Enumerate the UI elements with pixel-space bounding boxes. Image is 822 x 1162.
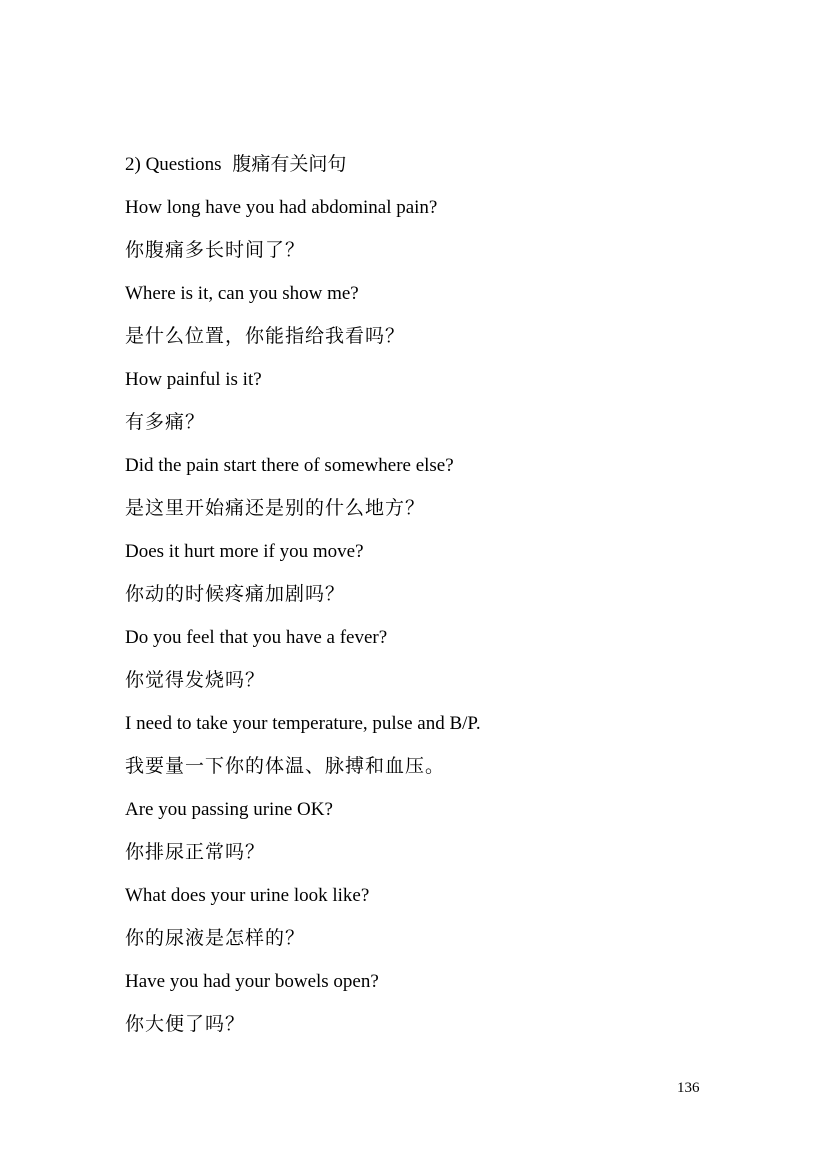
section-number: 2) bbox=[125, 154, 141, 175]
question-zh: 你觉得发烧吗？ bbox=[125, 670, 266, 691]
question-zh: 是这里开始痛还是别的什么地方？ bbox=[125, 498, 426, 519]
section-heading bbox=[125, 151, 765, 179]
page-content bbox=[125, 151, 765, 1054]
question-en: How painful is it? bbox=[125, 369, 262, 390]
question-zh: 是什么位置，你能指给我看吗？ bbox=[125, 326, 406, 347]
statement-zh: 我要量一下你的体温、脉搏和血压。 bbox=[125, 756, 446, 777]
section-title-en: Questions bbox=[145, 154, 222, 175]
section-title-zh: 腹痛有关问句 bbox=[232, 154, 347, 175]
question-en: How long have you had abdominal pain? bbox=[125, 197, 438, 218]
question-en: Did the pain start there of somewhere else? bbox=[125, 455, 454, 476]
question-zh: 你腹痛多长时间了？ bbox=[125, 240, 306, 261]
question-en: Do you feel that you have a fever? bbox=[125, 627, 388, 648]
question-zh: 你排尿正常吗？ bbox=[125, 842, 266, 863]
question-en: Does it hurt more if you move? bbox=[125, 541, 364, 562]
question-zh: 你动的时候疼痛加剧吗？ bbox=[125, 584, 346, 605]
question-en: What does your urine look like? bbox=[125, 885, 370, 906]
question-zh: 有多痛？ bbox=[125, 412, 206, 433]
question-en: Where is it, can you show me? bbox=[125, 283, 359, 304]
page-number: 136 bbox=[677, 1080, 700, 1096]
question-zh: 你大便了吗？ bbox=[125, 1014, 246, 1035]
question-zh: 你的尿液是怎样的？ bbox=[125, 928, 306, 949]
statement-en: I need to take your temperature, pulse and B/P. bbox=[125, 713, 481, 734]
question-en: Have you had your bowels open? bbox=[125, 971, 379, 992]
question-en: Are you passing urine OK? bbox=[125, 799, 333, 820]
